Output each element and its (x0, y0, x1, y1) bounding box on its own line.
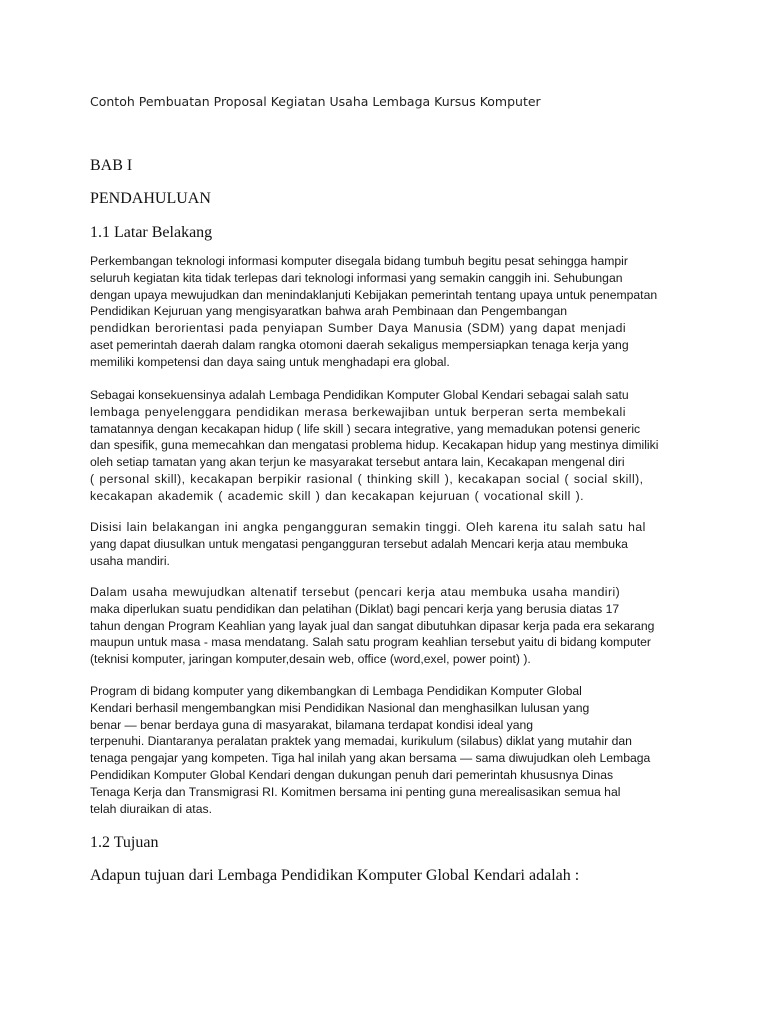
paragraph-line: benar — benar berdaya guna di masyarakat, bilamana terdapat kondisi ideal yang (90, 717, 534, 732)
paragraph-line: tenaga pengajar yang kompeten. Tiga hal inilah yang akan bersama — sama diwujudkan oleh Lembaga (90, 751, 651, 766)
paragraph-line: maupun untuk masa - masa mendatang. Salah satu program keahlian tersebut yaitu di bidang komputer (90, 635, 651, 650)
paragraph-line: oleh setiap tamatan yang akan terjun ke masyarakat tersebut antara lain, Kecakapan mengenal diri (90, 455, 625, 470)
paragraph-3 (90, 519, 646, 569)
paragraph-line: usaha mandiri. (90, 553, 170, 568)
paragraph-line: aset pemerintah daerah dalam rangka otomoni daerah sekaligus mempersiapkan tenaga kerja yang (90, 337, 629, 352)
paragraph-line: terpenuhi. Diantaranya peralatan praktek yang memadai, kurikulum (silabus) diklat yang mutahir dan (90, 734, 632, 749)
paragraph-line: pendidkan berorientasi pada penyiapan Sumber Daya Manusia (SDM) yang dapat menjadi (90, 321, 627, 336)
section-heading-tujuan: 1.2 Tujuan (90, 834, 159, 851)
paragraph-line: dengan upaya mewujudkan dan menindaklanjuti Kebijakan pemerintah tentang upaya untuk penempatan (90, 287, 658, 302)
paragraph-line: Perkembangan teknologi informasi komputer disegala bidang tumbuh begitu pesat sehingga hampir (90, 254, 628, 268)
paragraph-line: lembaga penyelenggara pendidikan merasa berkewajiban untuk berperan serta membekali (90, 404, 626, 419)
paragraph-line: memiliki kompetensi dan daya saing untuk menghadapi era global. (90, 354, 450, 369)
paragraph-line: dan spesifik, guna memecahkan dan mengatasi problema hidup. Kecakapan hidup yang mestinya dimiliki (90, 438, 659, 453)
paragraph-1 (90, 253, 657, 371)
paragraph-line: Dalam usaha mewujudkan altenatif tersebut (pencari kerja atau membuka usaha mandiri) (90, 585, 621, 599)
paragraph-line: seluruh kegiatan kita tidak terlepas dari teknologi informasi yang semakin canggih ini. Sehubungan (90, 270, 623, 285)
paragraph-5 (90, 683, 650, 817)
paragraph-4 (90, 584, 654, 668)
paragraph-line: tamatannya dengan kecakapan hidup ( life skill ) secara integrative, yang memadukan potensi generic (90, 421, 641, 436)
paragraph-line: (teknisi komputer, jaringan komputer,desain web, office (word,exel, power point) ). (90, 652, 531, 667)
paragraph-2 (90, 387, 658, 505)
paragraph-line: kecakapan akademik ( academic skill ) dan kecakapan kejuruan ( vocational skill ). (90, 488, 584, 503)
chapter-heading: BAB I (90, 157, 133, 174)
paragraph-line: Pendidikan Kejuruan yang mengisyaratkan bahwa arah Pembinaan dan Pengembangan (90, 304, 568, 319)
paragraph-line: Kendari berhasil mengembangkan misi Pendidikan Nasional dan menghasilkan lulusan yang (90, 700, 590, 715)
chapter-title: PENDAHULUAN (90, 190, 211, 207)
section-heading-latar-belakang: 1.1 Latar Belakang (90, 224, 213, 241)
tujuan-intro: Adapun tujuan dari Lembaga Pendidikan Komputer Global Kendari adalah : (90, 867, 580, 884)
paragraph-line: tahun dengan Program Keahlian yang layak jual dan sangat dibutuhkan dipasar kerja pada era sekarang (90, 618, 655, 633)
paragraph-line: yang dapat diusulkan untuk mengatasi pengangguran tersebut adalah Mencari kerja atau membuka (90, 536, 628, 551)
document-title: Contoh Pembuatan Proposal Kegiatan Usaha Lembaga Kursus Komputer (90, 94, 541, 109)
paragraph-line: telah diuraikan di atas. (90, 801, 212, 816)
paragraph-line: Sebagai konsekuensinya adalah Lembaga Pendidikan Komputer Global Kendari sebagai salah satu (90, 388, 629, 402)
paragraph-line: Disisi lain belakangan ini angka pengangguran semakin tinggi. Oleh karena itu salah satu hal (90, 520, 646, 534)
paragraph-line: maka diperlukan suatu pendidikan dan pelatihan (Diklat) bagi pencari kerja yang berusia diatas 17 (90, 601, 620, 616)
paragraph-line: Program di bidang komputer yang dikembangkan di Lembaga Pendidikan Komputer Global (90, 684, 582, 698)
paragraph-line: ( personal skill), kecakapan berpikir rasional ( thinking skill ), kecakapan social ( social skill), (90, 471, 644, 486)
paragraph-line: Tenaga Kerja dan Transmigrasi RI. Komitmen bersama ini penting guna merealisasikan semua hal (90, 784, 621, 799)
paragraph-line: Pendidikan Komputer Global Kendari dengan dukungan penuh dari pemerintah khususnya Dinas (90, 767, 614, 782)
